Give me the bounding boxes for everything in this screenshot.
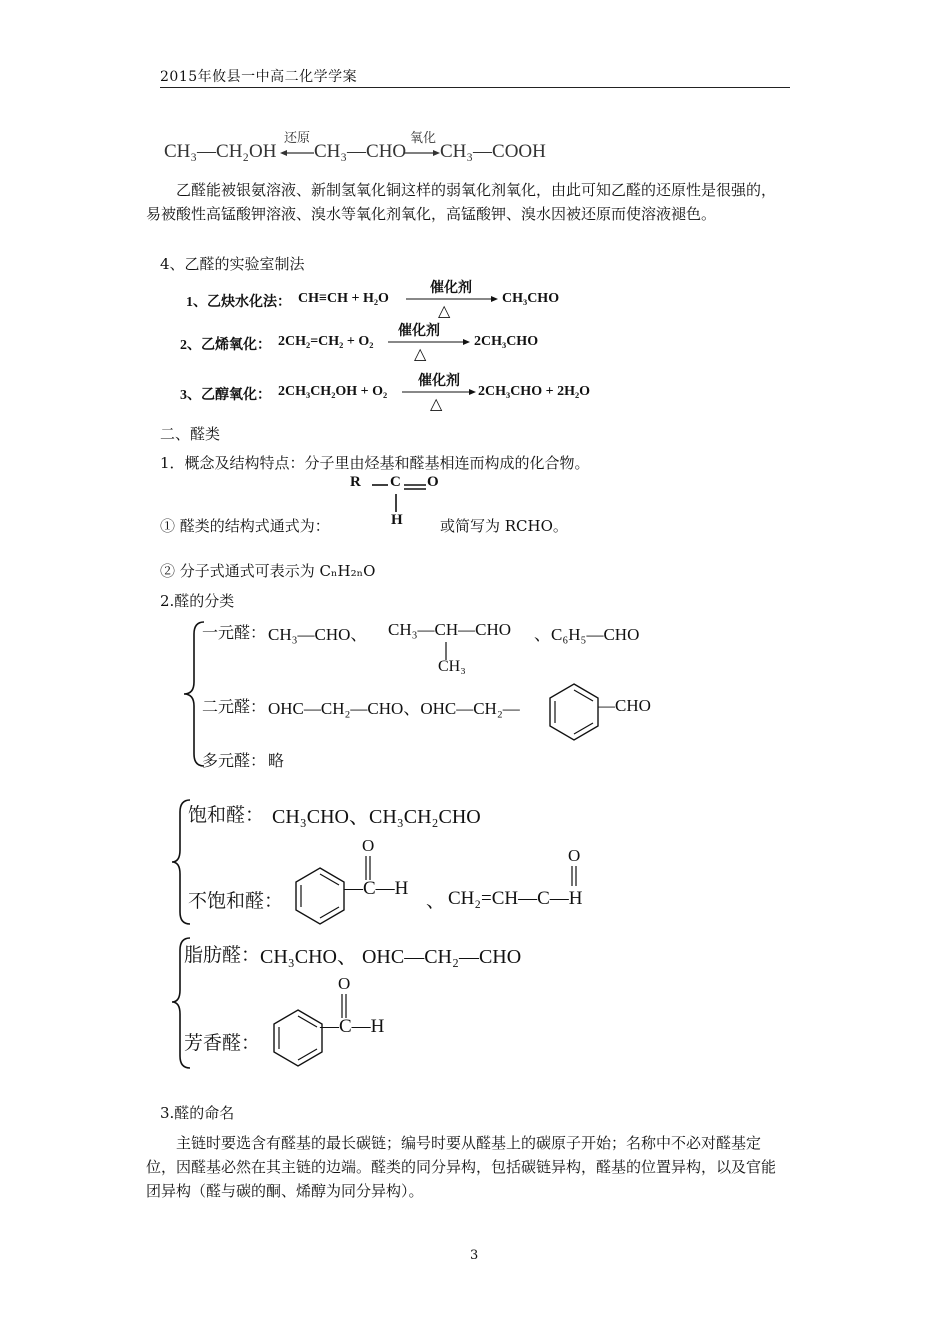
aromatic-carbonyl-o: O	[338, 974, 351, 993]
acetic-acid-formula: CH₃—COOH	[440, 141, 546, 162]
method-2-catalyst: 催化剂	[398, 324, 440, 339]
unsat-carbonyl-o-1: O	[362, 836, 375, 855]
formula-suffix: 或简写为 RCHO。	[440, 517, 568, 535]
method-1	[186, 283, 606, 323]
method-1-condition: △	[438, 303, 451, 320]
method-3-condition: △	[430, 396, 443, 413]
unsaturated-value-1: —C—H	[344, 878, 409, 899]
reduce-label: 还原	[284, 130, 311, 145]
naming-title: 3.醛的命名	[160, 1104, 235, 1122]
naming-paragraph: 主链时要选含有醛基的最长碳链；编号时要从醛基上的碳原子开始；名称中不必对醛基定位，因醛基必然在其主链的边端。醛类的同分异构，包括碳链异构，醛基的位置异构，以及官能团异构（醛与碳的酮、烯醇为同分异构）。	[146, 1134, 777, 1200]
classification-by-saturation	[170, 794, 690, 930]
formula-R: R	[350, 474, 361, 490]
method-2	[180, 326, 600, 366]
method-3-lhs: 2CH₃CH₂OH + O₂	[278, 384, 388, 399]
header-rule	[160, 87, 790, 88]
benzene-ring-icon	[546, 682, 602, 746]
formula-O: O	[427, 474, 439, 490]
formula-H: H	[391, 512, 403, 528]
method-2-arrow	[388, 337, 470, 347]
di-formula-1: OHC—CH₂—CHO、OHC—CH₂—	[268, 699, 520, 718]
page-header: 2015年攸县一中高二化学学案	[160, 69, 358, 85]
method-2-condition: △	[414, 346, 427, 363]
mono-formula-2: CH₃—CH—CHO	[388, 620, 512, 639]
aromatic-label-text: 芳香醛：	[184, 1032, 261, 1054]
mono-branch: CH₃	[438, 658, 466, 675]
mono-formula-1: CH₃—CHO、	[268, 625, 368, 644]
method-2-label: 2、乙烯氧化：	[180, 338, 271, 353]
method-3-label: 3、乙醇氧化：	[180, 388, 271, 403]
method-1-arrow	[406, 294, 498, 304]
unsat-carbonyl-o-2: O	[568, 846, 581, 865]
oxidize-label: 氧化	[410, 130, 437, 145]
saturated-label: 饱和醛：	[188, 804, 265, 826]
method-1-rhs: CH₃CHO	[502, 291, 560, 306]
classification-by-type	[170, 932, 690, 1068]
acetaldehyde-formula: CH₃—CHO	[314, 141, 407, 162]
molecular-formula: ② 分子式通式可表示为 CₙH₂ₙO	[160, 562, 376, 580]
di-formula-2: —CHO	[598, 696, 651, 715]
poly-label: 多元醛：	[202, 751, 267, 770]
method-1-lhs: CH≡CH + H₂O	[298, 291, 389, 306]
aromatic-value: —C—H	[320, 1016, 385, 1037]
unsat-double-bond-2	[569, 866, 579, 888]
classification-title: 2.醛的分类	[160, 592, 235, 610]
method-2-rhs: 2CH₃CHO	[474, 334, 539, 349]
method-3-rhs: 2CH₃CHO + 2H₂O	[478, 384, 591, 399]
ethanol-formula: CH₃—CH₂OH	[164, 141, 277, 162]
section-2-title: 二、醛类	[160, 425, 221, 443]
section-4-title: 4、乙醛的实验室制法	[160, 255, 305, 273]
formula-prefix: ① 醛类的结构式通式为：	[160, 517, 330, 535]
unsaturated-value-2: CH₂=CH—C—H	[448, 888, 583, 909]
poly-value: 略	[268, 751, 285, 770]
classification-by-count	[170, 614, 690, 774]
redox-scheme	[164, 130, 584, 170]
method-2-lhs: 2CH₂=CH₂ + O₂	[278, 334, 374, 349]
mono-formula-3: 、C₆H₅—CHO	[534, 625, 640, 644]
di-label: 二元醛：	[202, 697, 267, 716]
benzene-ring-icon	[270, 1008, 326, 1072]
oxidize-arrow	[404, 148, 440, 158]
page-number: 3	[470, 1248, 479, 1263]
method-1-catalyst: 催化剂	[430, 281, 472, 296]
saturated-value: CH₃CHO、CH₃CH₂CHO	[272, 806, 481, 828]
unsaturated-separator: 、	[426, 890, 446, 912]
mono-label: 一元醛：	[202, 623, 267, 642]
aliphatic-label: 脂肪醛：	[184, 944, 261, 966]
method-1-label: 1、乙炔水化法：	[186, 295, 291, 310]
method-3-catalyst: 催化剂	[418, 374, 460, 389]
method-3	[180, 376, 640, 416]
concept-line: 1．概念及结构特点：分子里由烃基和醛基相连而构成的化合物。	[160, 454, 590, 472]
reduce-arrow	[280, 148, 316, 158]
oxidation-paragraph: 乙醛能被银氨溶液、新制氢氧化铜这样的弱氧化剂氧化，由此可知乙醛的还原性是很强的，易被酸性高锰酸钾溶液、溴水等氧化剂氧化，高锰酸钾、溴水因被还原而使溶液褪色。	[146, 181, 777, 223]
unsaturated-label: 不饱和醛：	[188, 890, 284, 912]
aliphatic-value: CH₃CHO、 OHC—CH₂—CHO	[260, 946, 522, 968]
benzene-ring-icon	[292, 866, 348, 930]
general-formula	[160, 474, 620, 538]
formula-C: C	[390, 474, 401, 490]
